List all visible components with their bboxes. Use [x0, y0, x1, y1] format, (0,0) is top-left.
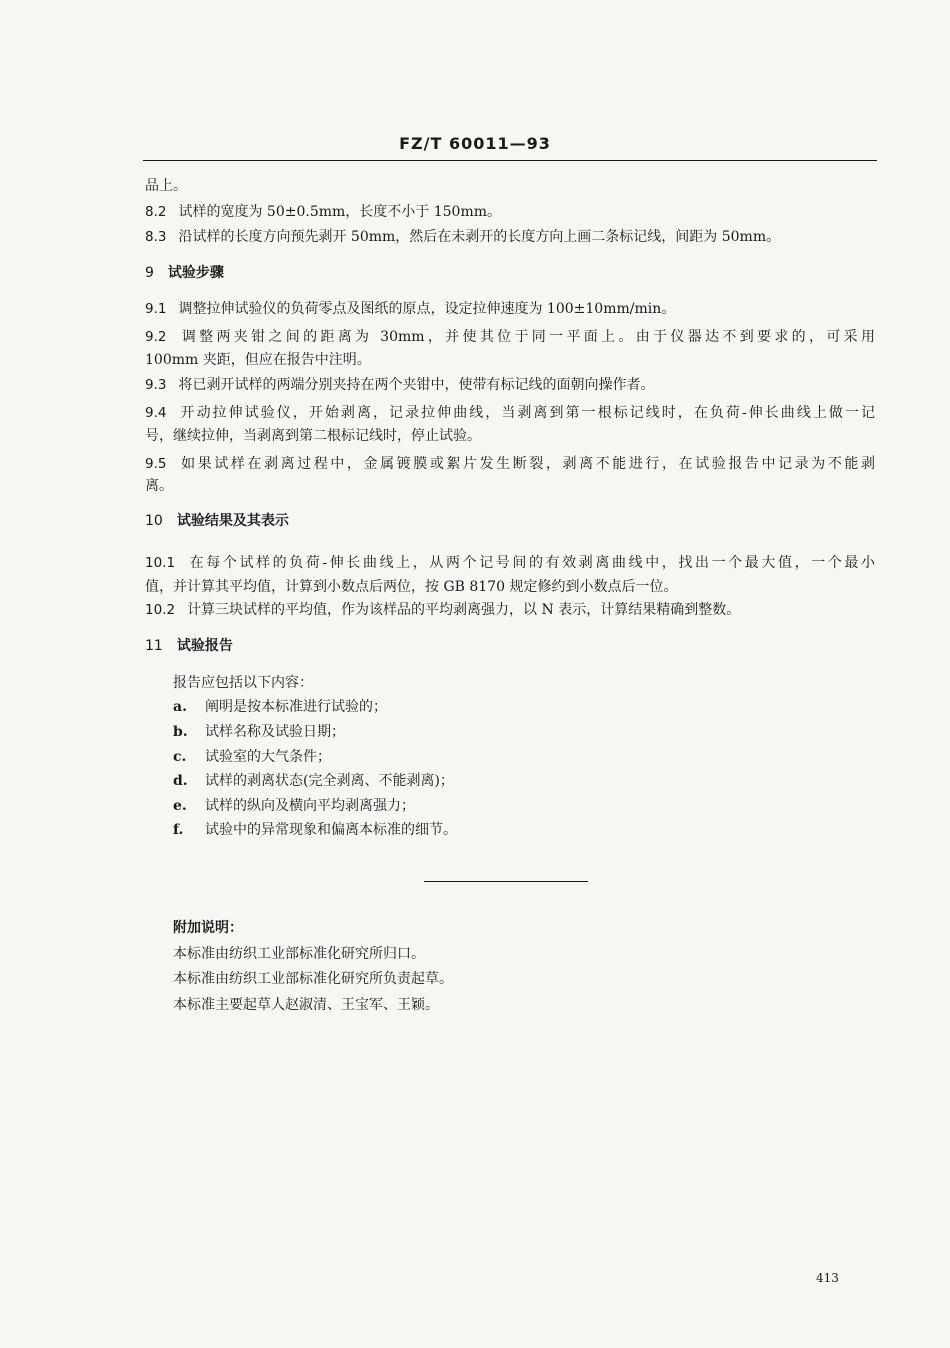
section-title: 试验报告: [176, 638, 233, 654]
clause-8-3: [145, 227, 780, 247]
continuation-line: 品上。: [145, 178, 187, 194]
clause-text: 在每个试样的负荷-伸长曲线上，从两个记号间的有效剥离曲线中，找出一个最大值，一个最小: [187, 555, 875, 571]
report-item-a: [173, 697, 387, 717]
clause-9-4-line1: [145, 403, 875, 423]
item-text: 试样名称及试验日期；: [205, 724, 345, 740]
clause-9-2-line1: [145, 327, 875, 347]
item-letter: b.: [173, 724, 188, 740]
clause-text: 计算三块试样的平均值，作为该样品的平均剥离强力，以 N 表示，计算结果精确到整数。: [187, 602, 741, 618]
report-item-b: [173, 722, 345, 742]
section-number: 10: [145, 513, 163, 529]
clause-number: 9.2: [145, 329, 167, 345]
section-heading-10: [145, 511, 289, 531]
item-letter: d.: [173, 773, 188, 789]
report-item-d: [173, 771, 454, 791]
clause-number: 9.4: [145, 405, 167, 421]
clause-text: 调整两夹钳之间的距离为 30mm，并使其位于同一平面上。由于仪器达不到要求的，可采用: [178, 329, 875, 345]
report-intro: 报告应包括以下内容：: [173, 675, 313, 691]
note-line-1: 本标准由纺织工业部标准化研究所归口。: [173, 946, 425, 962]
clause-text: 试样的宽度为 50±0.5mm，长度不小于 150mm。: [178, 204, 502, 220]
clause-9-5-line1: [145, 454, 875, 474]
note-line-2: 本标准由纺织工业部标准化研究所负责起草。: [173, 971, 453, 987]
item-text: 试样的剥离状态(完全剥离、不能剥离)；: [205, 773, 454, 789]
clause-9-2-line2: 100mm 夹距，但应在报告中注明。: [145, 352, 371, 368]
item-text: 试样的纵向及横向平均剥离强力；: [205, 798, 415, 814]
page-number: 413: [816, 1271, 839, 1285]
item-letter: e.: [173, 798, 187, 814]
section-title: 试验结果及其表示: [176, 513, 289, 529]
item-text: 阐明是按本标准进行试验的；: [205, 699, 387, 715]
clause-9-4-line2: 号，继续拉伸，当剥离到第二根标记线时，停止试验。: [145, 428, 481, 444]
clause-text: 开动拉伸试验仪，开始剥离，记录拉伸曲线，当剥离到第一根标记线时，在负荷-伸长曲线上做一记: [178, 405, 875, 421]
header-rule: [143, 160, 877, 161]
clause-number: 8.3: [145, 229, 167, 245]
clause-text: 如果试样在剥离过程中，金属镀膜或絮片发生断裂，剥离不能进行，在试验报告中记录为不能剥: [178, 456, 875, 472]
report-item-f: [173, 820, 457, 840]
clause-number: 8.2: [145, 204, 167, 220]
section-title: 试验步骤: [167, 265, 224, 281]
clause-10-1-line2: 值，并计算其平均值，计算到小数点后两位，按 GB 8170 规定修约到小数点后一位。: [145, 579, 678, 595]
clause-9-3: [145, 375, 654, 395]
report-item-e: [173, 796, 415, 816]
clause-8-2: [145, 202, 501, 222]
item-text: 试验中的异常现象和偏离本标准的细节。: [205, 822, 457, 838]
standard-code: FZ/T 60011—93: [399, 134, 551, 153]
section-number: 11: [145, 638, 163, 654]
clause-number: 10.2: [145, 602, 176, 618]
additional-notes-title: 附加说明：: [173, 920, 243, 936]
clause-text: 将已剥开试样的两端分别夹持在两个夹钳中，使带有标记线的面朝向操作者。: [178, 377, 655, 393]
clause-number: 9.3: [145, 377, 167, 393]
section-heading-9: [145, 263, 224, 283]
note-line-3: 本标准主要起草人赵淑清、王宝军、王颖。: [173, 997, 439, 1013]
end-rule: [424, 881, 588, 882]
clause-10-1-line1: [145, 553, 875, 573]
clause-number: 9.5: [145, 456, 167, 472]
clause-9-5-line2: 离。: [145, 478, 173, 494]
item-letter: f.: [173, 822, 184, 838]
clause-9-1: [145, 299, 675, 319]
clause-number: 9.1: [145, 301, 167, 317]
item-letter: c.: [173, 749, 187, 765]
section-heading-11: [145, 636, 233, 656]
report-item-c: [173, 747, 331, 767]
clause-10-2: [145, 600, 740, 620]
clause-text: 沿试样的长度方向预先剥开 50mm，然后在未剥开的长度方向上画二条标记线，间距为 50mm。: [178, 229, 781, 245]
item-text: 试验室的大气条件；: [205, 749, 331, 765]
section-number: 9: [145, 265, 154, 281]
item-letter: a.: [173, 699, 187, 715]
clause-text: 调整拉伸试验仪的负荷零点及图纸的原点，设定拉伸速度为 100±10mm/min。: [178, 301, 676, 317]
clause-number: 10.1: [145, 555, 176, 571]
